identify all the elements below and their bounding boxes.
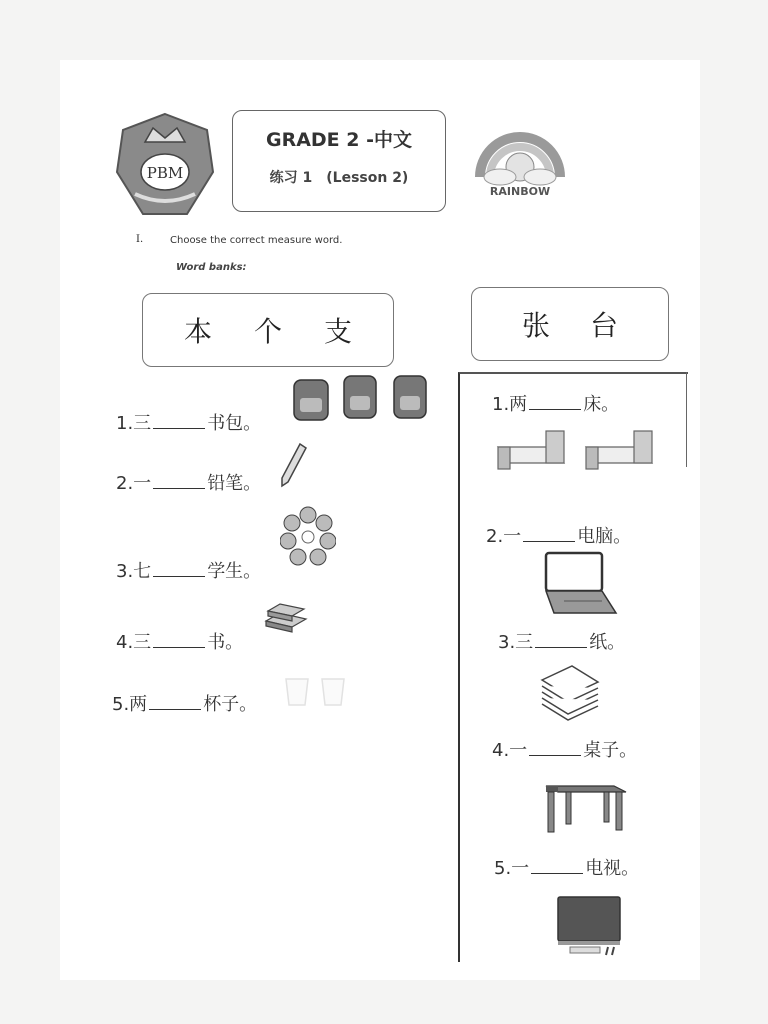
question-right-4 (492, 736, 637, 762)
question-prefix: 4.三 (116, 632, 152, 653)
question-suffix: 电视。 (585, 858, 640, 879)
word-bank-left (142, 293, 394, 367)
question-right-5 (494, 854, 639, 880)
worksheet-subtitle: 练习 1 (Lesson 2) (269, 170, 409, 186)
question-left-1 (116, 409, 261, 435)
worksheet-title: GRADE 2 -中文 (265, 129, 413, 151)
question-left-4 (116, 628, 243, 654)
answer-blank[interactable] (153, 633, 205, 648)
answer-blank[interactable] (153, 474, 205, 489)
table-icon (544, 778, 628, 836)
rainbow-logo-icon (470, 115, 570, 215)
cups-icon (282, 675, 352, 709)
question-suffix: 纸。 (589, 632, 626, 653)
question-suffix: 电脑。 (577, 526, 632, 547)
pencil-icon (280, 442, 308, 488)
answer-blank[interactable] (153, 562, 205, 577)
question-left-5 (112, 690, 257, 716)
question-right-2 (486, 522, 631, 548)
rainbow-logo-text: RAINBOW (489, 185, 551, 198)
question-prefix: 2.一 (486, 526, 522, 547)
question-prefix: 3.七 (116, 561, 152, 582)
question-suffix: 书包。 (207, 413, 262, 434)
question-prefix: 1.两 (492, 394, 528, 415)
question-suffix: 学生。 (207, 561, 262, 582)
answer-blank[interactable] (535, 633, 587, 648)
laptop-icon (538, 551, 618, 617)
word-bank-right (471, 287, 669, 361)
word-bank-item: 台 (589, 309, 618, 342)
question-suffix: 铅笔。 (207, 473, 262, 494)
question-prefix: 1.三 (116, 413, 152, 434)
question-prefix: 4.一 (492, 740, 528, 761)
answer-blank[interactable] (523, 527, 575, 542)
word-bank-item: 支 (323, 315, 352, 348)
word-bank-label: Word banks: (176, 262, 247, 273)
answer-blank[interactable] (529, 395, 581, 410)
question-suffix: 床。 (583, 394, 620, 415)
bed-icon (494, 425, 662, 473)
school-crest-text: PBM (146, 164, 184, 182)
tv-icon (556, 895, 622, 957)
column-divider-right (686, 372, 687, 467)
paper-stack-icon (540, 660, 600, 724)
word-bank-item: 本 (183, 315, 212, 348)
books-icon (262, 597, 308, 633)
question-right-1 (492, 390, 619, 416)
question-suffix: 书。 (207, 632, 244, 653)
word-bank-item: 张 (521, 309, 550, 342)
question-prefix: 3.三 (498, 632, 534, 653)
question-right-3 (498, 628, 625, 654)
instruction-text: Choose the correct measure word. (170, 235, 343, 246)
word-bank-item: 个 (253, 315, 282, 348)
answer-blank[interactable] (149, 695, 201, 710)
title-box (232, 110, 446, 212)
question-prefix: 2.一 (116, 473, 152, 494)
question-left-3 (116, 557, 261, 583)
question-suffix: 桌子。 (583, 740, 638, 761)
answer-blank[interactable] (153, 414, 205, 429)
question-left-2 (116, 469, 261, 495)
students-icon (280, 505, 336, 567)
question-prefix: 5.一 (494, 858, 530, 879)
question-suffix: 杯子。 (203, 694, 258, 715)
answer-blank[interactable] (529, 741, 581, 756)
section-number: I. (136, 234, 144, 245)
backpack-icon (290, 372, 435, 424)
question-prefix: 5.两 (112, 694, 148, 715)
answer-blank[interactable] (531, 859, 583, 874)
